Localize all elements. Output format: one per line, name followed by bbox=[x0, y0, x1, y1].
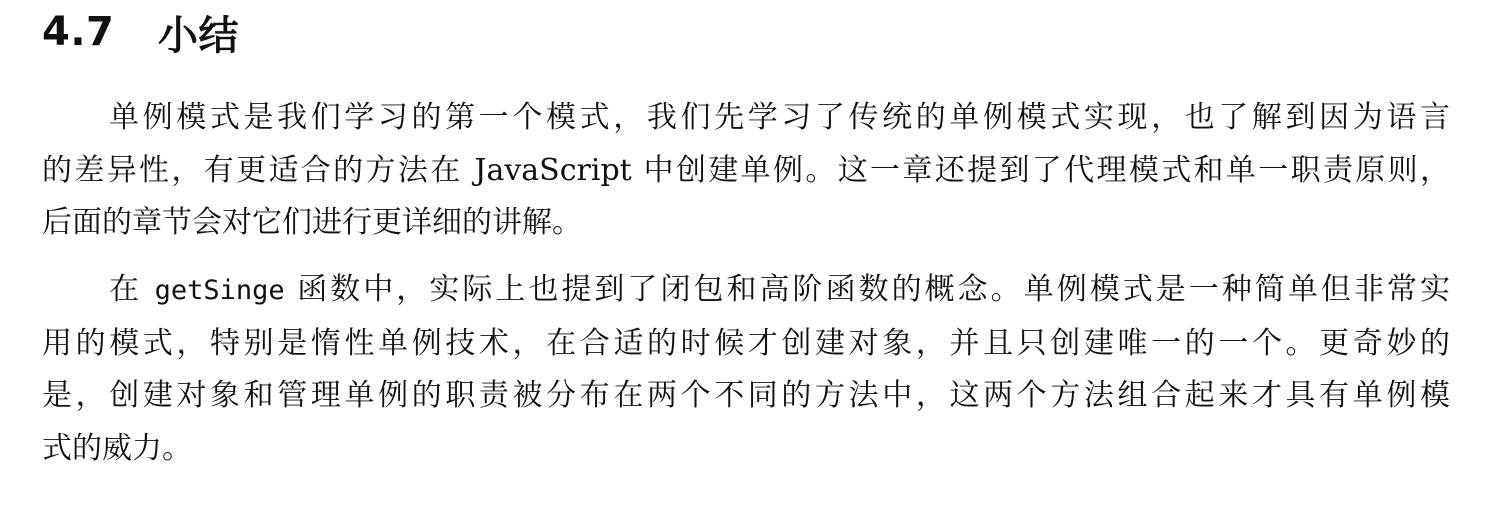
paragraph-line: 后面的章节会对它们进行更详细的讲解。 bbox=[42, 205, 582, 240]
paragraph-1 bbox=[42, 92, 1450, 250]
paragraph-line: 式的威力。 bbox=[42, 430, 192, 466]
paragraph-line: 用的模式，特别是惰性单例技术，在合适的时候才创建对象，并且只创建唯一的一个。更奇妙的 bbox=[42, 325, 1450, 361]
code-inline: getSinge bbox=[154, 275, 285, 306]
section-number: 4.7 bbox=[42, 9, 115, 55]
paragraph-line: 单例模式是我们学习的第一个模式，我们先学习了传统的单例模式实现，也了解到因为语言 bbox=[109, 100, 1450, 135]
line-text: 在 bbox=[109, 272, 155, 307]
paragraph-2 bbox=[42, 264, 1450, 475]
paragraph-line: 的差异性，有更适合的方法在 JavaScript 中创建单例。这一章还提到了代理模式和单一职责原则， bbox=[42, 152, 1450, 188]
paragraph-line bbox=[42, 264, 1450, 318]
section-title: 小结 bbox=[158, 12, 239, 59]
paragraph-line: 是，创建对象和管理单例的职责被分布在两个不同的方法中，这两个方法组合起来才具有单例模 bbox=[42, 378, 1450, 413]
line-text: 函数中，实际上也提到了闭包和高阶函数的概念。单例模式是一种简单但非常实 bbox=[284, 272, 1450, 307]
section-heading bbox=[42, 6, 239, 58]
